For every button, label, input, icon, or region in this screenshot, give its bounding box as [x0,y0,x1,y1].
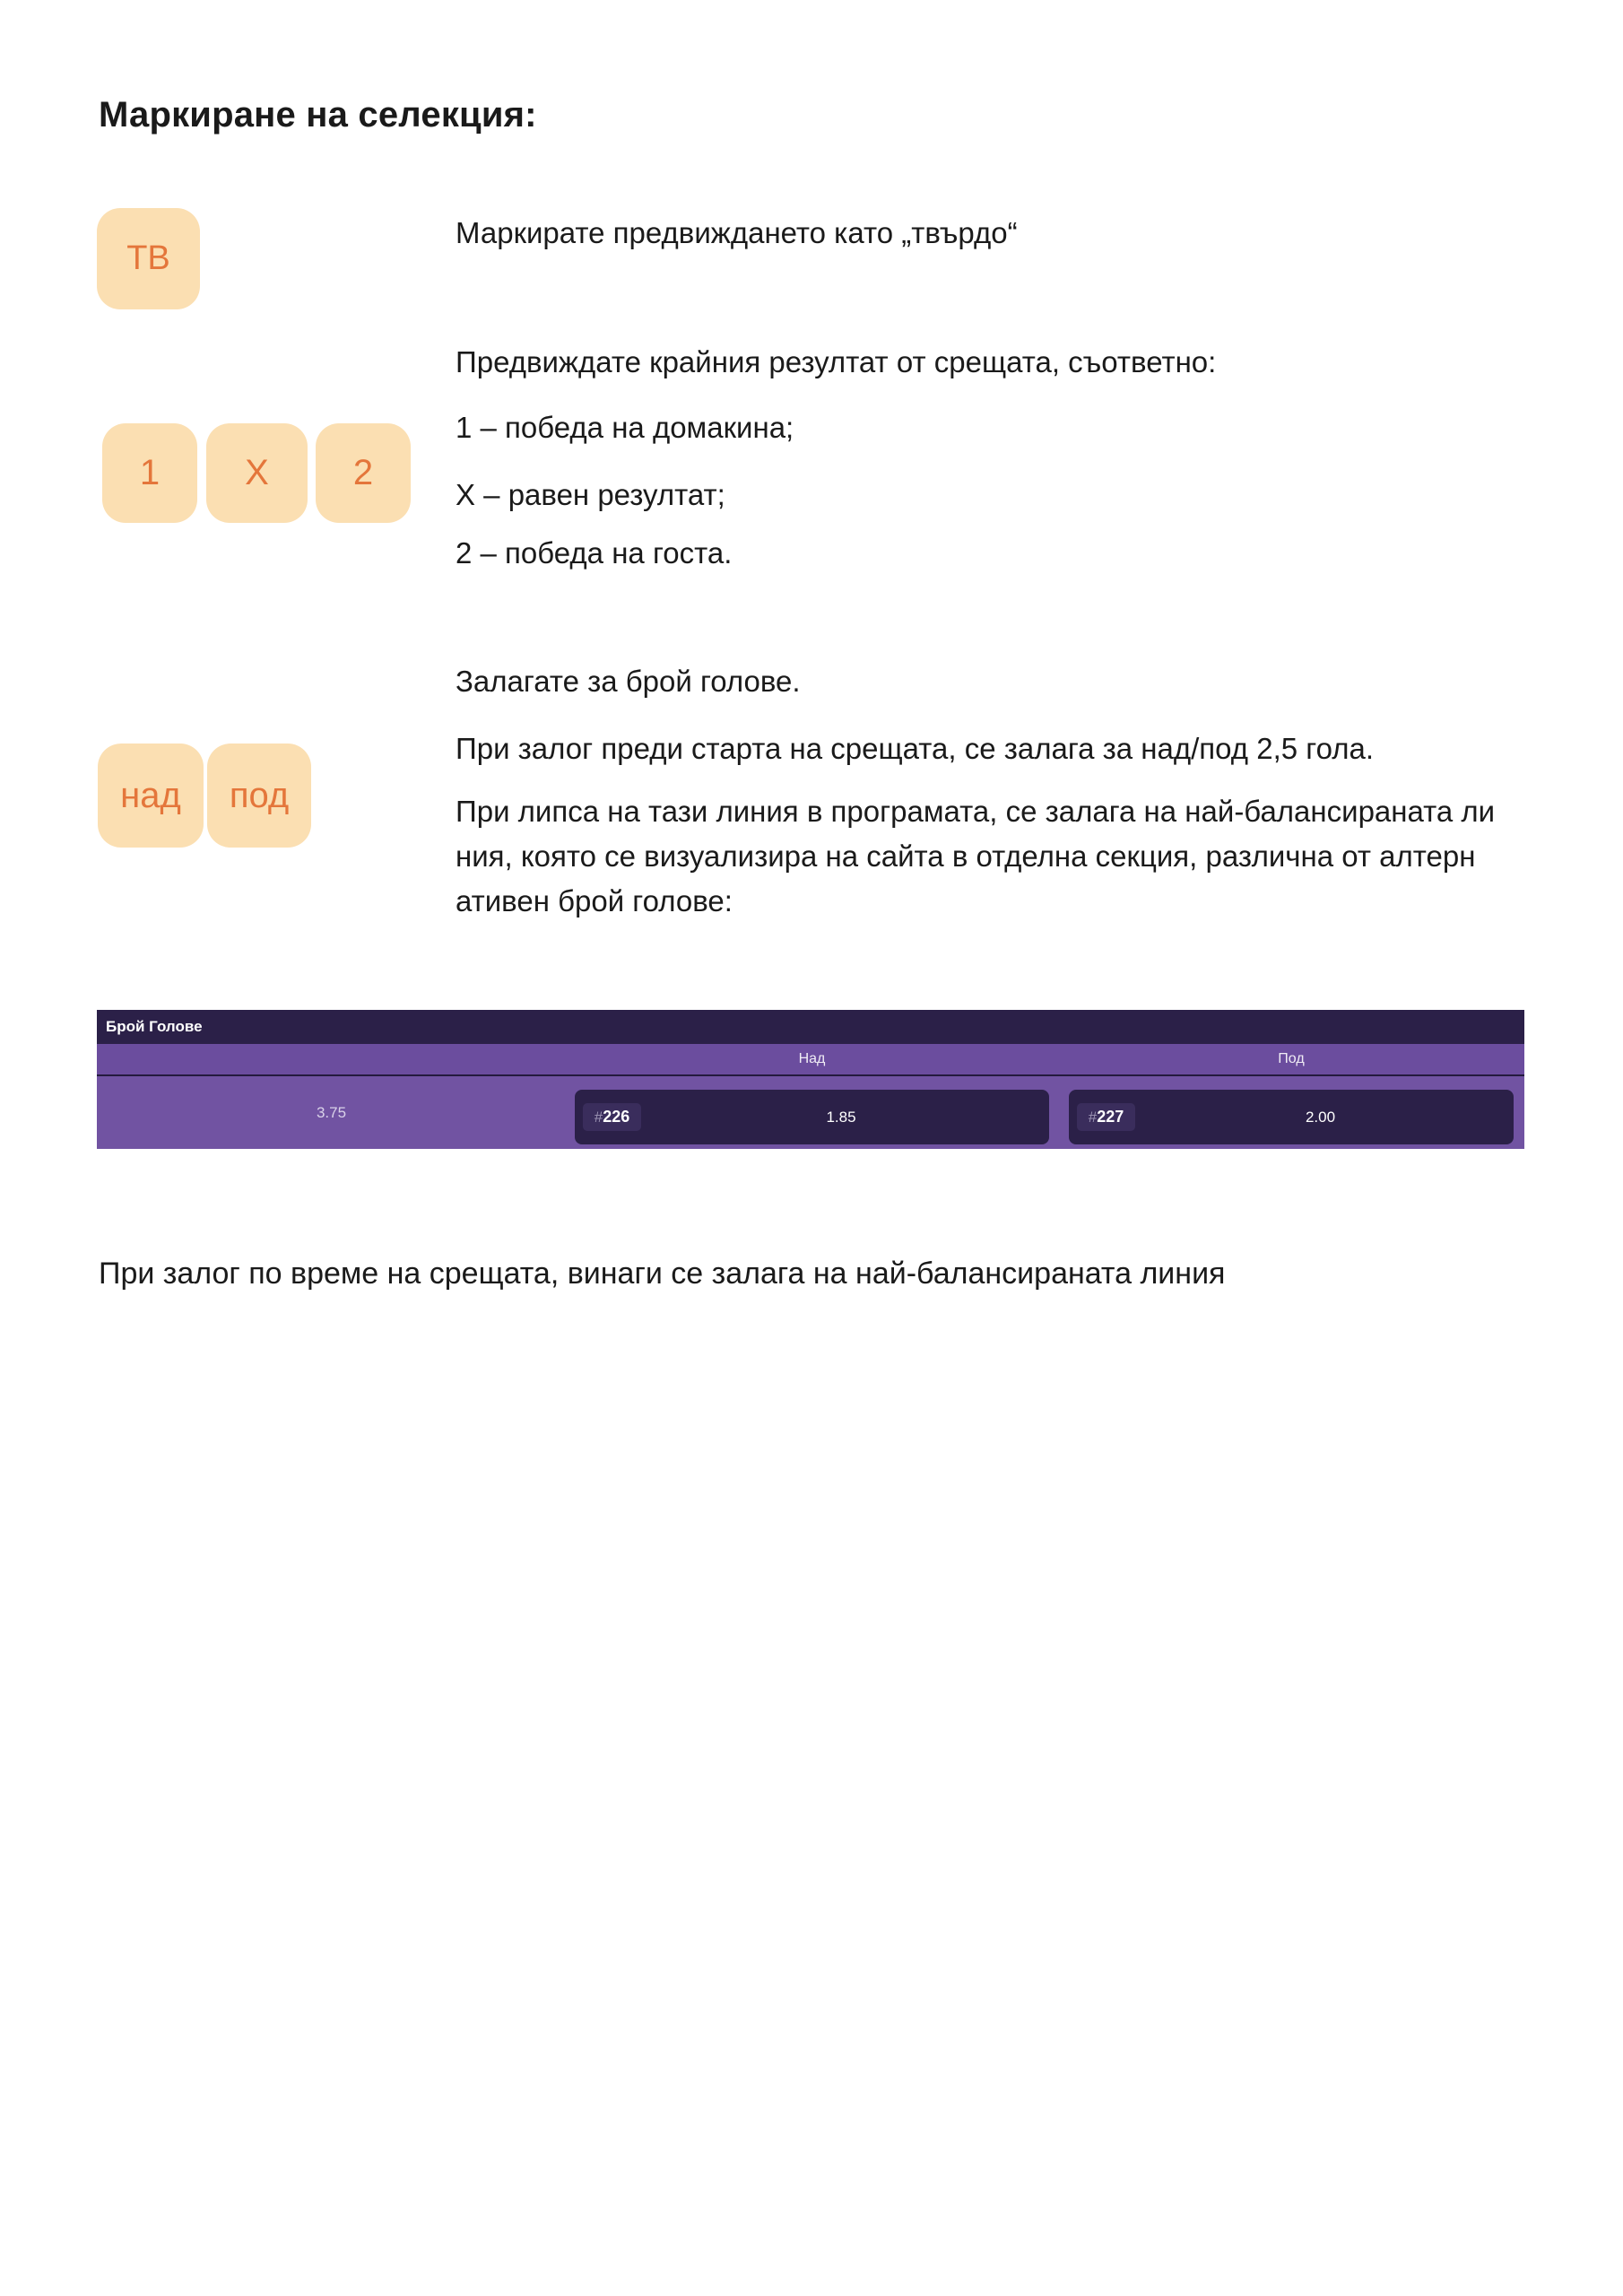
over-odds-id-hash: # [594,1108,603,1126]
under-odds-id-badge [1077,1103,1135,1131]
outcome-x-text: X – равен резултат; [456,478,725,511]
goals-missing-line-2: ния, която се визуализира на сайта в отделна секция, различна от алтерн [456,839,1476,873]
outcome-button-2-label: 2 [352,453,374,492]
intro-tv-text: Маркирате предвиждането като „твърдо“ [456,216,1018,249]
goals-odds-table [97,1010,1524,1149]
goals-table-row [97,1076,1524,1149]
line-cell [97,1076,566,1149]
under-column-header-label: Под [1278,1051,1305,1066]
line-column-header [97,1044,566,1074]
over-cell [566,1076,1058,1149]
goals-table-title: Брой Голове [106,1018,203,1035]
under-selection-button-label: под [229,775,290,815]
footer-note-text: При залог по време на срещата, винаги се залага на най-балансираната линия [99,1257,1226,1291]
over-odds-id-number: 226 [603,1108,630,1126]
goals-prestart-text: При залог преди старта на срещата, се залага за над/под 2,5 гола. [456,732,1374,765]
goals-table-subheader [97,1044,1524,1076]
under-column-header [1058,1044,1524,1074]
outcome-button-1-label: 1 [139,453,161,492]
over-odds-id-badge [583,1103,641,1131]
goals-missing-line-1: При липса на тази линия в програмата, се залага на най-балансираната ли [456,795,1496,828]
under-cell [1058,1076,1524,1149]
goals-missing-line-3: ативен брой голове: [456,884,733,918]
outcomes-intro-text: Предвиждате крайния резултат от срещата, съответно: [456,345,1217,378]
goals-intro-text: Залагате за брой голове. [456,665,801,698]
line-value: 3.75 [316,1103,347,1121]
tv-selection-button[interactable] [97,208,200,309]
tv-selection-button-label: ТВ [126,239,170,277]
goals-table-header [97,1010,1524,1044]
outcome-1-text: 1 – победа на домакина; [456,411,794,444]
outcome-button-2[interactable] [316,423,411,523]
outcome-button-1[interactable] [102,423,197,523]
under-odds-id-hash: # [1088,1108,1098,1126]
goals-missing-line-text [456,789,1541,924]
outcome-button-x-label: X [245,453,269,492]
page-title: Маркиране на селекция: [99,95,537,135]
over-column-header-label: Над [798,1051,826,1066]
under-selection-button[interactable] [207,744,311,848]
outcome-2-text: 2 – победа на госта. [456,536,733,570]
over-column-header [566,1044,1058,1074]
over-odds-button[interactable] [575,1090,1049,1144]
over-selection-button-label: над [120,775,181,815]
under-odds-id-number: 227 [1097,1108,1124,1126]
under-odds-value: 2.00 [1305,1108,1336,1126]
over-odds-value: 1.85 [826,1108,856,1126]
over-selection-button[interactable] [98,744,204,848]
outcome-button-x[interactable] [206,423,308,523]
under-odds-button[interactable] [1069,1090,1514,1144]
